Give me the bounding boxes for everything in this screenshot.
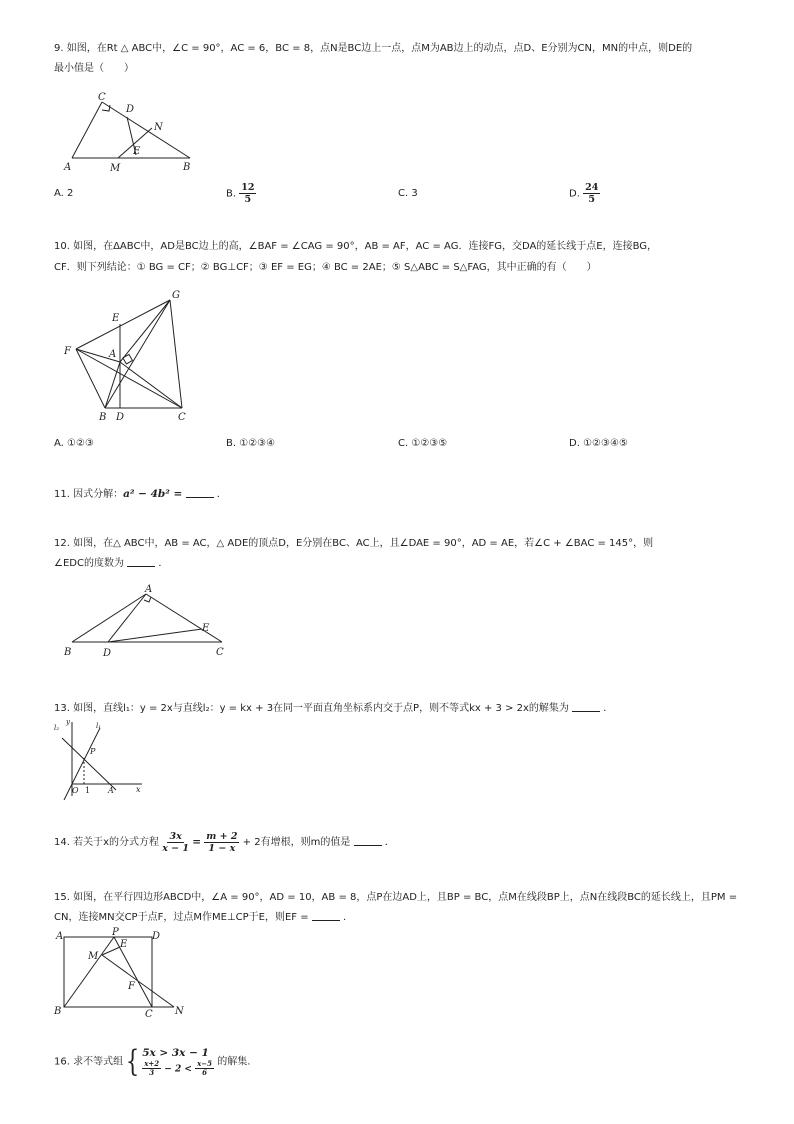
q10-label-F: F — [64, 346, 71, 357]
q11-expression: a² − 4b² = — [123, 488, 183, 500]
q10-stem-line1: 10. 如图，在ΔABC中，AD是BC边上的高，∠BAF = ∠CAG = 90°，AB = AF，AC = AG．连接FG，交DA的延长线于点E，连接BG， — [54, 241, 658, 252]
q9-triangle-figure — [58, 88, 208, 178]
q9-label-B: B — [183, 162, 191, 173]
q13-label-y: y — [66, 718, 70, 726]
q12-stem-line2: ∠EDC的度数为 ． — [54, 558, 169, 569]
q11-stem: 11. 因式分解：a² − 4b² = ． — [54, 488, 227, 500]
q13-label-A: A — [108, 786, 114, 795]
q15-stem-line1: 15. 如图，在平行四边形ABCD中，∠A = 90°，AD = 10，AB = 8，点P在边AD上，且BP = BC，点M在线段BP上，点N在线段BC的延长线上，且PM = — [54, 892, 738, 903]
q9-option-c[interactable]: C. 3 — [398, 188, 418, 199]
q15-stem-line2: CN，连接MN交CP于点F，过点M作ME⊥CP于E，则EF = ． — [54, 912, 353, 923]
q13-label-O: O — [72, 786, 79, 795]
q13-answer-blank[interactable] — [572, 701, 600, 712]
q9-stem-line1: 9. 如图，在Rt △ ABC中，∠C = 90°，AC = 6，BC = 8，点N是BC边上一点，点M为AB边上的动点，点D、E分别为CN，MN的中点，则DE的 — [54, 43, 693, 54]
q13-stem: 13. 如图，直线l₁：y = 2x与直线l₂：y = kx + 3在同一平面直角坐标系内交于点P，则不等式kx + 3 > 2x的解集为 ． — [54, 703, 614, 714]
q15-label-N: N — [175, 1006, 184, 1017]
q13-label-l2: l₂ — [54, 724, 60, 732]
q10-stem-line2: CF．则下列结论：① BG = CF；② BG⊥CF；③ EF = EG；④ BC = 2AE；⑤ S△ABC = S△FAG，其中正确的有（ ） — [54, 262, 597, 273]
q12-stem-line1: 12. 如图，在△ ABC中，AB = AC，△ ADE的顶点D，E分别在BC、AC上，且∠DAE = 90°，AD = AE，若∠C + ∠BAC = 145°，则 — [54, 538, 654, 549]
q15-label-D: D — [152, 931, 161, 942]
q15-label-A: A — [56, 931, 64, 942]
q15-rectangle-figure — [50, 925, 200, 1020]
q9-label-E: E — [133, 146, 141, 157]
q12-label-B: B — [64, 647, 72, 658]
q14-answer-blank[interactable] — [354, 835, 382, 846]
q10-option-a[interactable]: A. ①②③ — [54, 438, 94, 449]
q10-triangle-figure — [58, 284, 198, 424]
q9-label-M: M — [110, 163, 121, 174]
q12-label-E: E — [202, 623, 210, 634]
q9-option-d[interactable]: D. $\frac{24}{5}$ — [569, 182, 599, 205]
q12-triangle-figure — [60, 582, 240, 662]
q14-stem: 14. 若关于x的分式方程 $\frac{3x}{x - 1}$ = $\frac{m + 2}{1 - x}$ + 2有增根，则m的值是 ． — [54, 830, 395, 854]
q10-label-D: D — [116, 412, 125, 423]
q12-label-D: D — [103, 648, 112, 659]
q15-label-C: C — [145, 1009, 153, 1020]
q12-answer-blank[interactable] — [127, 556, 155, 567]
q10-option-d[interactable]: D. ①②③④⑤ — [569, 438, 628, 449]
q15-answer-blank[interactable] — [312, 910, 340, 921]
q10-label-A: A — [109, 349, 117, 360]
q9-option-b[interactable]: B. $\frac{12}{5}$ — [226, 182, 255, 205]
q13-coordinate-figure — [50, 716, 150, 802]
q10-label-G: G — [172, 290, 180, 301]
q10-option-b[interactable]: B. ①②③④ — [226, 438, 276, 449]
q9-label-N: N — [154, 122, 163, 133]
q9-label-A: A — [64, 162, 72, 173]
q16-inequality-2: $\frac{x+2}{3}$ − 2 < $\frac{x-5}{6}$ — [144, 1059, 213, 1077]
q12-label-C: C — [216, 647, 224, 658]
q10-label-B: B — [99, 412, 107, 423]
q15-label-E: E — [120, 939, 128, 950]
q13-label-l1: l₁ — [96, 722, 102, 730]
q16-inequality-1: 5x > 3x − 1 — [142, 1047, 209, 1059]
q16-stem: 16. 求不等式组{ 5x > 3x − 1 $\frac{x+2}{3}$ − 2 < $\frac{x-5}{6}$ 的解集. — [54, 1043, 251, 1079]
q12-label-A: A — [145, 584, 153, 595]
q10-label-C: C — [178, 412, 186, 423]
q15-label-B: B — [54, 1006, 62, 1017]
q10-option-c[interactable]: C. ①②③⑤ — [398, 438, 448, 449]
q13-label-1: 1 — [85, 786, 91, 795]
q15-label-P: P — [112, 927, 119, 938]
q13-label-x: x — [136, 785, 141, 794]
q16-brace: { — [125, 1043, 140, 1079]
q13-label-P: P — [90, 747, 96, 756]
q9-stem-line2: 最小值是（ ） — [54, 63, 134, 74]
q11-answer-blank[interactable] — [186, 487, 214, 498]
q15-label-F: F — [128, 981, 135, 992]
q10-label-E: E — [112, 313, 120, 324]
q9-label-D: D — [126, 104, 135, 115]
q15-label-M: M — [88, 951, 99, 962]
q9-option-a[interactable]: A. 2 — [54, 188, 74, 199]
q9-label-C: C — [98, 92, 106, 103]
